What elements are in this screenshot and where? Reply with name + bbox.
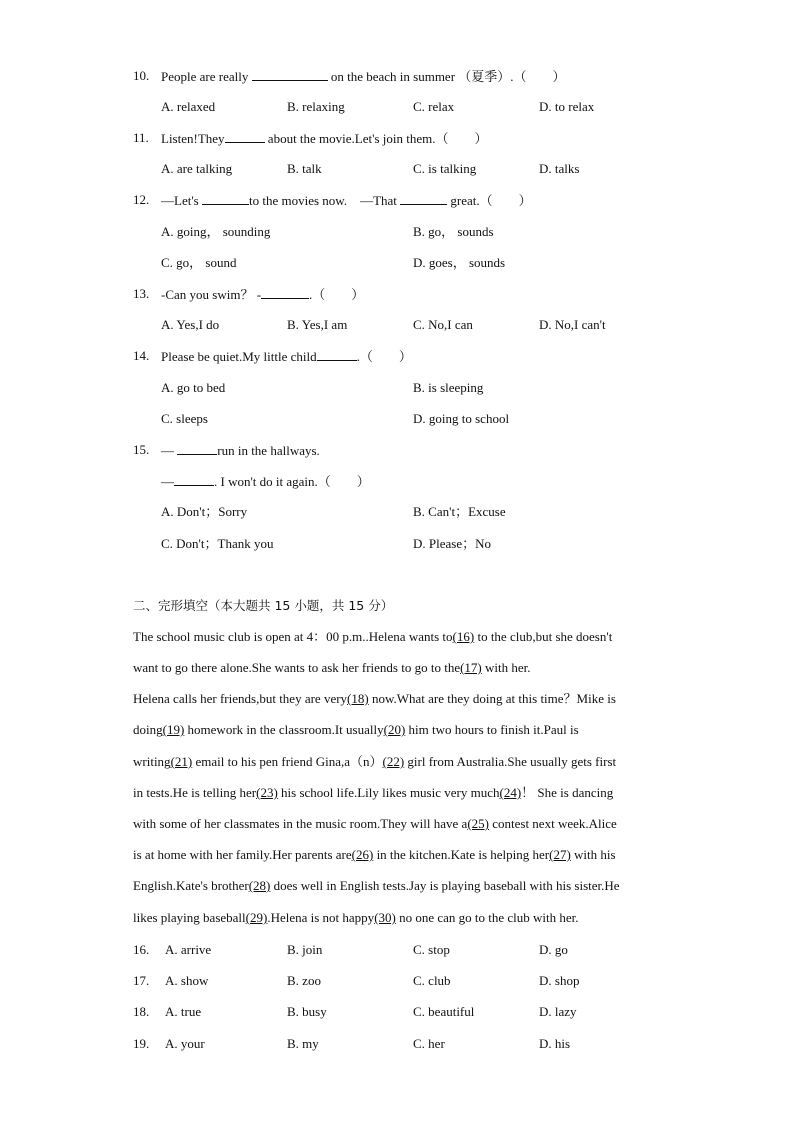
passage-line [133,815,663,833]
option-a[interactable]: A. going， sounding [161,224,271,239]
answer-blank[interactable] [202,191,249,205]
passage-text: does well in English tests.Jay is playing baseball with his sister.He [270,878,620,893]
passage-text: The school music club is open at 4：00 p.m..Helena wants to [133,629,453,644]
passage-text: to the club,but she doesn't [474,629,613,644]
question-number: 18. [133,1004,150,1019]
option-a[interactable]: A. relaxed [161,99,216,114]
passage-text: in tests.He is telling her [133,785,257,800]
option-b[interactable]: B. zoo [287,973,321,988]
option-b[interactable]: B. talk [287,161,322,176]
answer-blank[interactable] [400,191,447,205]
question-number: 14. [133,348,150,363]
option-b[interactable]: B. is sleeping [413,380,484,395]
answer-blank[interactable] [317,347,357,361]
option-a[interactable]: A. Don't；Sorry [161,504,248,519]
option-d[interactable]: D. goes， sounds [413,255,506,270]
passage-text: doing [133,722,163,737]
question-number: 13. [133,286,150,301]
passage-text: contest next week.Alice [488,816,617,831]
passage-text: Helena calls her friends,but they are very [133,691,348,706]
question-number: 12. [133,192,150,207]
passage-text: .Helena is not happy [267,910,375,925]
cloze-blank-number[interactable]: (17) [460,660,482,675]
option-c[interactable]: C. is talking [413,161,477,176]
option-c[interactable]: C. go， sound [161,255,237,270]
option-b[interactable]: B. go， sounds [413,224,494,239]
passage-text: no one can go to the club with her. [395,910,579,925]
section-heading: 二、完形填空（本大题共 15 小题，共 15 分） [133,598,394,613]
question-number: 11. [133,130,149,145]
option-b[interactable]: B. join [287,942,323,957]
option-c[interactable]: C. her [413,1036,445,1051]
question-number: 19. [133,1036,150,1051]
cloze-blank-number[interactable]: (20) [383,722,406,737]
option-d[interactable]: D. shop [539,973,580,988]
passage-text: ！ She is dancing [521,785,614,800]
cloze-blank-number[interactable]: (19) [162,722,185,737]
option-c[interactable]: C. stop [413,942,450,957]
question-number: 16. [133,942,150,957]
option-c[interactable]: C. sleeps [161,411,208,426]
option-d[interactable]: D. Please；No [413,536,491,551]
option-b[interactable]: B. relaxing [287,99,345,114]
cloze-blank-number[interactable]: (21) [170,754,193,769]
question-number: 15. [133,442,150,457]
passage-text: girl from Australia.She usually gets first [404,754,617,769]
passage-text: homework in the classroom.It usually [184,722,384,737]
question-stem: — run in the hallways. [161,443,320,458]
passage-line [133,628,663,646]
question-stem: People are really on the beach in summer （夏季）.（ ） [161,69,566,84]
passage-text: with his [570,847,616,862]
answer-blank[interactable] [225,129,265,143]
option-d[interactable]: D. going to school [413,411,510,426]
option-b[interactable]: B. busy [287,1004,327,1019]
option-d[interactable]: D. his [539,1036,571,1051]
question-stem: Listen!They about the movie.Let's join them.（ ） [161,131,488,146]
option-a[interactable]: A. Yes,I do [161,317,220,332]
option-a[interactable]: A. show [165,973,209,988]
passage-text: writing [133,754,171,769]
passage-text: with her. [481,660,531,675]
cloze-blank-number[interactable]: (27) [549,847,571,862]
passage-text: email to his pen friend Gina,a（n） [192,754,383,769]
option-c[interactable]: C. Don't；Thank you [161,536,274,551]
cloze-blank-number[interactable]: (25) [467,816,489,831]
question-stem: Please be quiet.My little child .（ ） [161,349,412,364]
passage-text: is at home with her family.Her parents are [133,847,352,862]
passage-text: with some of her classmates in the music room.They will have a [133,816,468,831]
cloze-blank-number[interactable]: (18) [347,691,369,706]
passage-text: now.What are they doing at this time？Mike is [368,691,616,706]
option-a[interactable]: A. go to bed [161,380,226,395]
option-c[interactable]: C. relax [413,99,455,114]
option-a[interactable]: A. are talking [161,161,233,176]
option-a[interactable]: A. your [165,1036,205,1051]
passage-text: want to go there alone.She wants to ask her friends to go to the [133,660,461,675]
option-b[interactable]: B. Yes,I am [287,317,348,332]
answer-blank[interactable] [261,285,309,299]
option-b[interactable]: B. Can't；Excuse [413,504,506,519]
question-stem: -Can you swim？ - .（ ） [161,287,365,302]
passage-text: English.Kate's brother [133,878,249,893]
passage-text: likes playing baseball [133,910,246,925]
question-stem: —Let's to the movies now. —That great.（ ） [161,193,532,208]
option-b[interactable]: B. my [287,1036,319,1051]
cloze-blank-number[interactable]: (24) [499,785,522,800]
passage-line [133,721,663,739]
option-d[interactable]: D. lazy [539,1004,577,1019]
passage-text: in the kitchen.Kate is helping her [373,847,550,862]
cloze-blank-number[interactable]: (16) [452,629,475,644]
option-c[interactable]: C. beautiful [413,1004,475,1019]
question-stem: — . I won't do it again.（ ） [161,474,370,489]
passage-line [133,690,663,708]
option-d[interactable]: D. No,I can't [539,317,606,332]
passage-line [133,877,663,895]
passage-line [133,909,663,927]
passage-text: his school life.Lily likes music very much [277,785,500,800]
cloze-blank-number[interactable]: (23) [256,785,278,800]
option-a[interactable]: A. arrive [165,942,212,957]
passage-text: him two hours to finish it.Paul is [405,722,579,737]
answer-blank[interactable] [174,472,214,486]
cloze-blank-number[interactable]: (26) [351,847,374,862]
question-number: 17. [133,973,150,988]
answer-blank[interactable] [252,67,328,81]
option-d[interactable]: D. talks [539,161,580,176]
option-d[interactable]: D. to relax [539,99,595,114]
option-d[interactable]: D. go [539,942,568,957]
option-c[interactable]: C. No,I can [413,317,473,332]
question-number: 10. [133,68,150,83]
cloze-blank-number[interactable]: (30) [374,910,396,925]
cloze-blank-number[interactable]: (28) [248,878,271,893]
passage-line [133,659,663,677]
cloze-blank-number[interactable]: (22) [382,754,405,769]
passage-line [133,784,663,802]
option-a[interactable]: A. true [165,1004,202,1019]
cloze-blank-number[interactable]: (29) [245,910,268,925]
answer-blank[interactable] [177,441,217,455]
passage-line [133,846,663,864]
passage-line [133,753,663,771]
option-c[interactable]: C. club [413,973,451,988]
